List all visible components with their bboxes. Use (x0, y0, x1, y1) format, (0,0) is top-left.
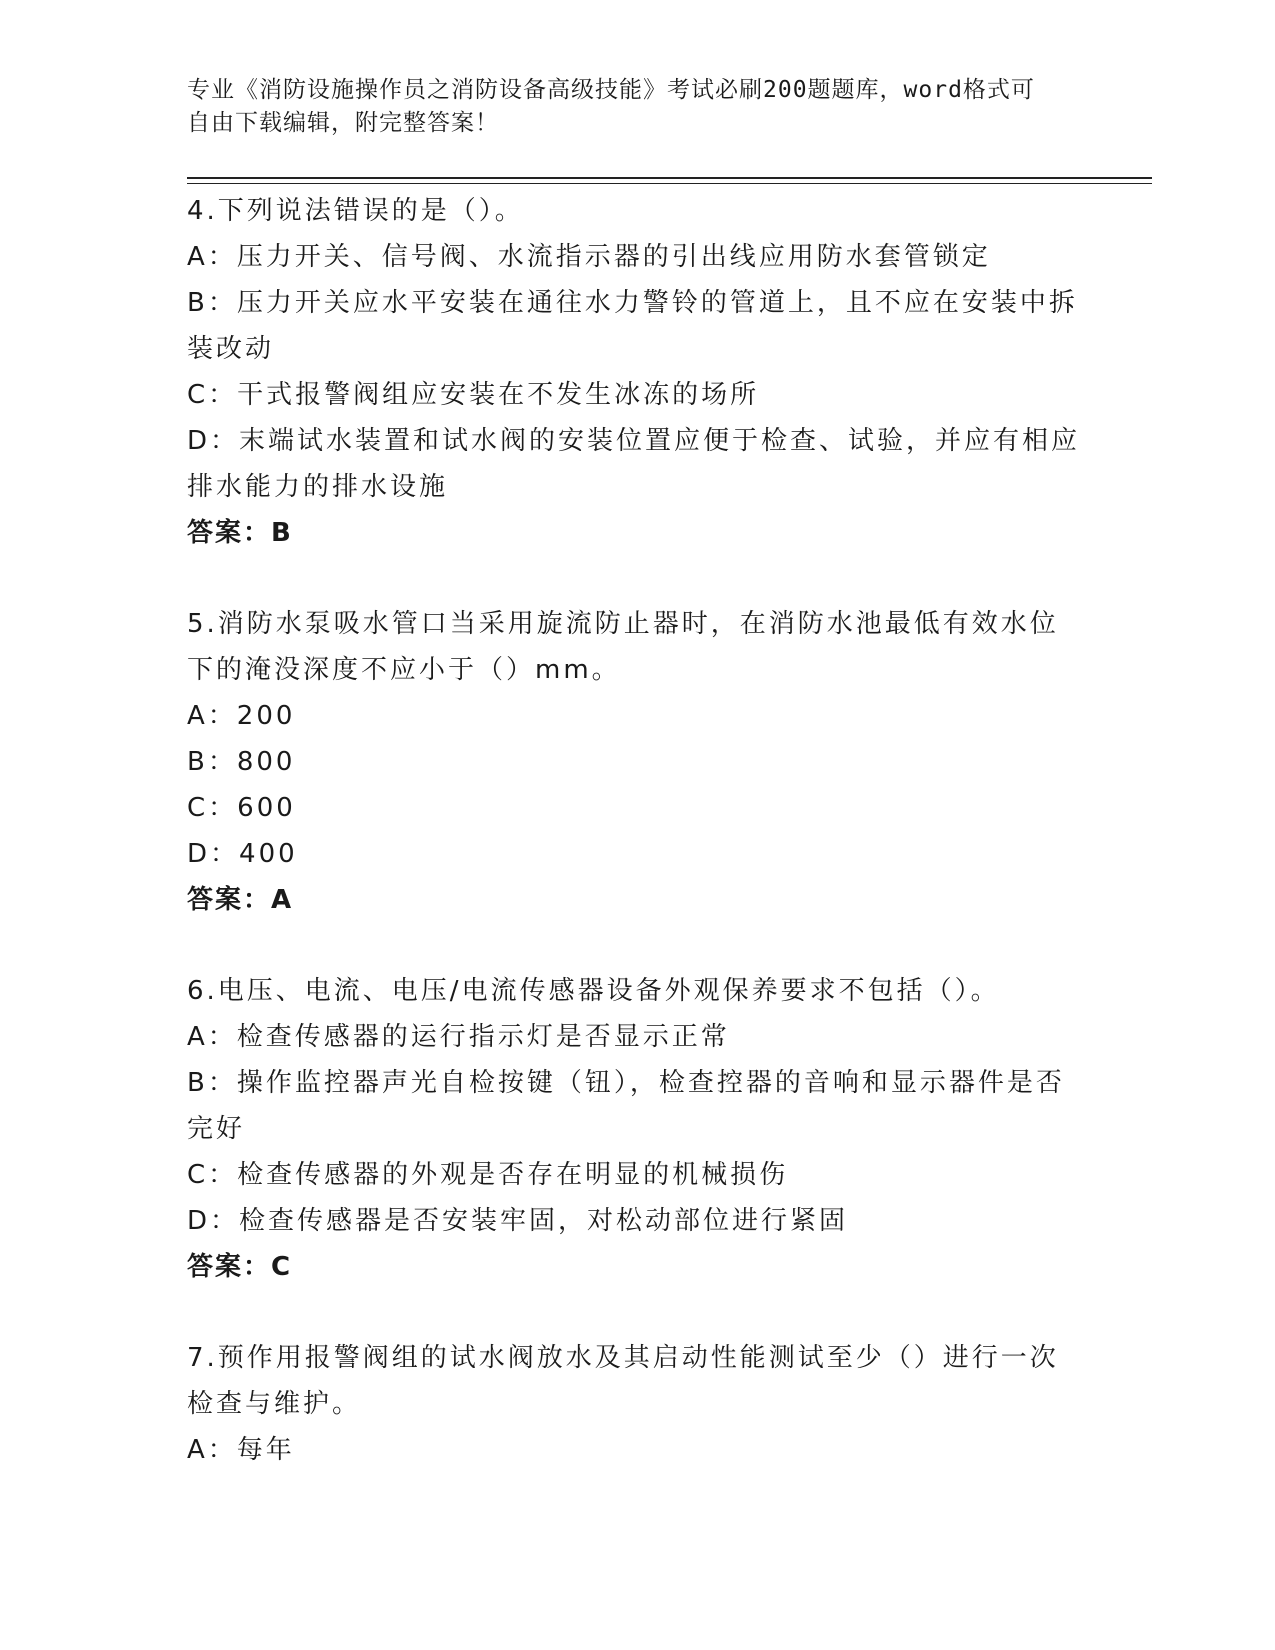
question-block (187, 1335, 1067, 1473)
question-stem: 6.电压、电流、电压/电流传感器设备外观保养要求不包括（）。 (187, 976, 1000, 1006)
option-d: D：检查传感器是否安装牢固，对松动部位进行紧固 (187, 1206, 849, 1236)
option-c: C：600 (187, 793, 296, 823)
option-a: A：每年 (187, 1435, 295, 1465)
question-list (187, 188, 1081, 1473)
option-b-continued: 装改动 (187, 334, 275, 364)
question-block (187, 601, 1067, 923)
option-a: A：200 (187, 701, 296, 731)
option-d-continued: 排水能力的排水设施 (187, 472, 449, 502)
header-line-1: 专业《消防设施操作员之消防设备高级技能》考试必刷200题题库，word格式可 (187, 77, 1035, 103)
option-a: A：压力开关、信号阀、水流指示器的引出线应用防水套管锁定 (187, 242, 991, 272)
question-gap (187, 923, 1067, 968)
answer-label: 答案：C (187, 1252, 293, 1282)
answer-label: 答案：A (187, 885, 294, 915)
option-a: A：检查传感器的运行指示灯是否显示正常 (187, 1022, 730, 1052)
option-d: D：400 (187, 839, 298, 869)
option-b: B：操作监控器声光自检按键（钮），检查控器的音响和显示器件是否 (187, 1068, 1065, 1098)
option-c: C：检查传感器的外观是否存在明显的机械损伤 (187, 1160, 789, 1190)
question-stem-continued: 检查与维护。 (187, 1389, 362, 1419)
question-stem: 5.消防水泵吸水管口当采用旋流防止器时，在消防水池最低有效水位 (187, 609, 1059, 639)
header-divider-thick (187, 177, 1152, 179)
option-c: C：干式报警阀组应安装在不发生冰冻的场所 (187, 380, 760, 410)
option-b: B：压力开关应水平安装在通往水力警铃的管道上，且不应在安装中拆 (187, 288, 1078, 318)
question-block (187, 968, 1067, 1290)
header-line-2: 自由下载编辑，附完整答案！ (187, 110, 499, 136)
question-block (187, 188, 1081, 556)
option-d: D：末端试水装置和试水阀的安装位置应便于检查、试验，并应有相应 (187, 426, 1081, 456)
document-header (187, 74, 1067, 140)
question-gap (187, 1290, 1067, 1335)
question-stem: 4.下列说法错误的是（）。 (187, 196, 524, 226)
option-b: B：800 (187, 747, 296, 777)
question-stem: 7.预作用报警阀组的试水阀放水及其启动性能测试至少（）进行一次 (187, 1343, 1059, 1373)
answer-label: 答案：B (187, 518, 293, 548)
question-stem-continued: 下的淹没深度不应小于（）mm。 (187, 655, 621, 685)
question-gap (187, 556, 1067, 601)
option-b-continued: 完好 (187, 1114, 246, 1144)
header-divider-thin (187, 183, 1152, 184)
